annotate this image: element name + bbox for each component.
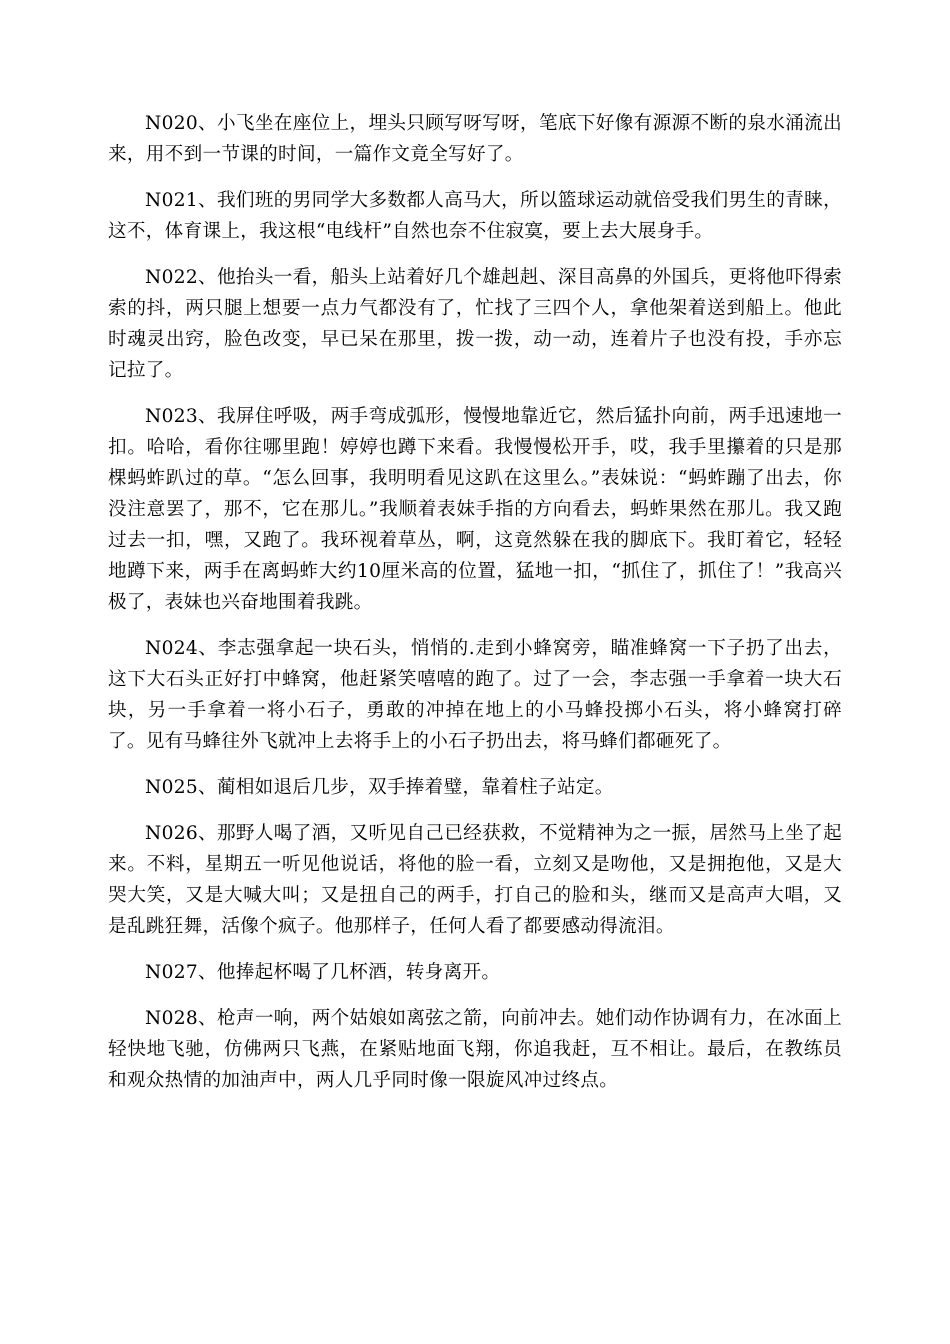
paragraph-n022: N022、他抬头一看，船头上站着好几个雄赳赳、深目高鼻的外国兵，更将他吓得索索的抖，两只腿上想要一点力气都没有了，忙找了三四个人，拿他架着送到船上。他此时魂灵出窍，脸色改变，早已呆在那里，拨一拨，动一动，连着片子也没有投，手亦忘记拉了。 xyxy=(108,267,842,381)
paragraph-n028: N028、枪声一响，两个姑娘如离弦之箭，向前冲去。她们动作协调有力，在冰面上轻快地飞驰，仿佛两只飞燕，在紧贴地面飞翔，你追我赶，互不相让。最后，在教练员和观众热情的加油声中，两人几乎同时像一限旋风冲过终点。 xyxy=(108,1008,842,1091)
paragraph-n026: N026、那野人喝了酒，又听见自己已经获救，不觉精神为之一振，居然马上坐了起来。不料，星期五一听见他说话，将他的脸一看，立刻又是吻他，又是拥抱他，又是大哭大笑，又是大喊大叫；又是扭自己的两手，打自己的脸和头，继而又是高声大唱，又是乱跳狂舞，活像个疯子。他那样子，任何人看了都要感动得流泪。 xyxy=(108,823,842,937)
paragraph-n027: N027、他捧起杯喝了几杯酒，转身离开。 xyxy=(145,962,501,983)
paragraph-n021: N021、我们班的男同学大多数都人高马大，所以篮球运动就倍受我们男生的青睐，这不，体育课上，我这根“电线杆”自然也奈不住寂寞，要上去大展身手。 xyxy=(108,190,842,242)
document-page xyxy=(108,108,842,1111)
paragraph-n024: N024、李志强拿起一块石头，悄悄的.走到小蜂窝旁，瞄准蜂窝一下子扔了出去，这下大石头正好打中蜂窝，他赶紧笑嘻嘻的跑了。过了一会，李志强一手拿着一块大石块，另一手拿着一将小石子，勇敢的冲掉在地上的小马蜂投掷小石头，将小蜂窝打碎了。见有马蜂往外飞就冲上去将手上的小石子扔出去，将马蜂们都砸死了。 xyxy=(108,638,842,752)
paragraph-n023: N023、我屏住呼吸，两手弯成弧形，慢慢地靠近它，然后猛扑向前，两手迅速地一扣。哈哈，看你往哪里跑！婷婷也蹲下来看。我慢慢松开手，哎，我手里攥着的只是那棵蚂蚱趴过的草。“怎么回事，我明明看见这趴在这里么。”表妹说：“蚂蚱蹦了出去，你没注意罢了，那不，它在那儿。”我顺着表妹手指的方向看去，蚂蚱果然在那儿。我又跑过去一扣，嘿，又跑了。我环视着草丛，啊，这竟然躲在我的脚底下。我盯着它，轻轻地蹲下来，两手在离蚂蚱大约10厘米高的位置，猛地一扣，“抓住了，抓住了！”我高兴极了，表妹也兴奋地围着我跳。 xyxy=(108,406,842,613)
paragraph-n025: N025、蔺相如退后几步，双手捧着璧，靠着柱子站定。 xyxy=(145,777,614,798)
paragraph-n020: N020、小飞坐在座位上，埋头只顾写呀写呀，笔底下好像有源源不断的泉水涌流出来，用不到一节课的时间，一篇作文竟全写好了。 xyxy=(108,113,842,165)
